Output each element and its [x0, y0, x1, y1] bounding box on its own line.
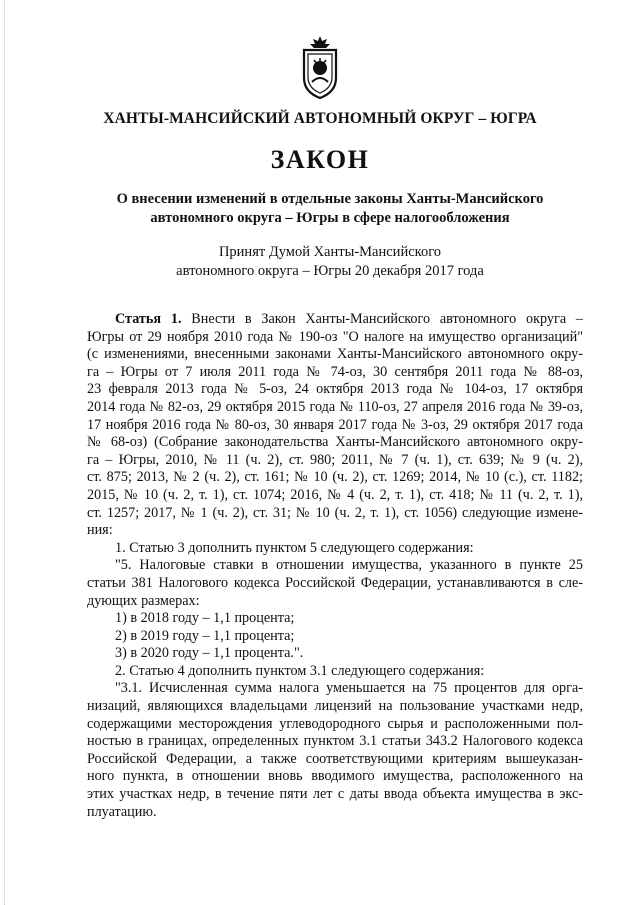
item-1-quote-line: "5. Налоговые ставки в отношении имущества, указанного в пункте 25 [115, 557, 583, 574]
body-line: 2015, № 10 (ч. 2, т. 1), ст. 1074; 2016, № 4 (ч. 2, т. 1), ст. 418; № 11 (ч. 2, т. 1), [87, 486, 583, 503]
scan-edge [4, 0, 6, 905]
body-line: га – Югры, 2010, № 11 (ч. 2), ст. 980; 2011, № 7 (ч. 1), ст. 639; № 9 (ч. 2), [87, 451, 583, 468]
item-2-quote-line: содержащими месторождения углеводородного сырья и расположенными пол- [87, 715, 583, 732]
item-2-quote-line: ностью в границах, определенных пунктом 3.1 статьи 343.2 Налогового кодекса [87, 733, 583, 750]
body-line: га – Югры от 7 июля 2011 года № 74-оз, 30 сентября 2011 года № 88-оз, [87, 363, 583, 380]
item-2-quote-line: этих участках недр, в течение пяти лет с даты ввода объекта имущества в экс- [87, 786, 583, 803]
coat-of-arms-icon [296, 34, 344, 100]
rate-item: 3) в 2020 году – 1,1 процента.". [115, 645, 304, 662]
article-1-first-line-text: Внести в Закон Ханты-Мансийского автономного округа – [191, 311, 583, 327]
document-type: ЗАКОН [270, 145, 370, 174]
region-title: ХАНТЫ-МАНСИЙСКИЙ АВТОНОМНЫЙ ОКРУГ – ЮГРА [103, 110, 537, 127]
item-1-quote-line: дующих размерах: [87, 592, 200, 609]
body-line: ст. 1257; 2017, № 1 (ч. 2), ст. 31; № 10 (ч. 2, т. 1), ст. 1056) следующие измене- [87, 504, 583, 521]
subject-line: О внесении изменений в отдельные законы Ханты-Мансийского [116, 191, 544, 207]
subject-line: автономного округа – Югры в сфере налогообложения [150, 210, 510, 226]
item-1-quote-line: статьи 381 Налогового кодекса Российской Федерации, устанавливаются в сле- [87, 574, 583, 591]
rate-item: 1) в 2018 году – 1,1 процента; [115, 610, 295, 627]
item-2-quote-line: ного пункта, в отношении вновь вводимого имущества, расположенного на [87, 768, 583, 785]
document-subject [80, 190, 580, 228]
body-line: 23 февраля 2013 года № 5-оз, 24 октября 2013 года № 104-оз, 17 октября [87, 381, 583, 398]
body-line: 17 ноября 2016 года № 80-оз, 30 января 2017 года № 3-оз, 29 октября 2017 года [87, 416, 583, 433]
adoption-line: Принят Думой Ханты-Мансийского [218, 244, 442, 260]
item-2-quote-line: Российской Федерации, а также соответствующими критериям вышеуказан- [87, 750, 583, 767]
adoption-line: автономного округа – Югры 20 декабря 2017 года [176, 262, 484, 279]
document-body [87, 311, 583, 821]
body-line: ст. 875; 2013, № 2 (ч. 2), ст. 161; № 10 (ч. 2), ст. 1269; 2014, № 10 (с.), ст. 1182; [87, 469, 583, 486]
item-2-intro: 2. Статью 4 дополнить пунктом 3.1 следующего содержания: [115, 662, 485, 679]
article-1-first-line [87, 311, 583, 329]
item-2-quote-line: плуатацию. [87, 803, 157, 820]
item-2-quote-line: "3.1. Исчисленная сумма налога уменьшается на 75 процентов для орга- [115, 680, 583, 697]
item-2-quote-line: низаций, являющихся владельцами лицензий на пользование участками недр, [87, 698, 583, 715]
body-line: ния: [87, 522, 113, 539]
body-line: Югры от 29 ноября 2010 года № 190-оз "О налоге на имущество организаций" [87, 328, 583, 345]
article-1-label: Статья 1. [115, 311, 182, 327]
body-line: № 68-оз) (Собрание законодательства Ханты-Мансийского автономного окру- [87, 434, 583, 451]
adoption-note [120, 243, 540, 280]
body-line: (с изменениями, внесенными законами Ханты-Мансийского автономного окру- [87, 346, 583, 363]
rate-item: 2) в 2019 году – 1,1 процента; [115, 627, 295, 644]
item-1-intro: 1. Статью 3 дополнить пунктом 5 следующего содержания: [115, 539, 474, 556]
body-line: 2014 года № 82-оз, 29 октября 2015 года № 110-оз, 27 апреля 2016 года № 39-оз, [87, 398, 583, 415]
